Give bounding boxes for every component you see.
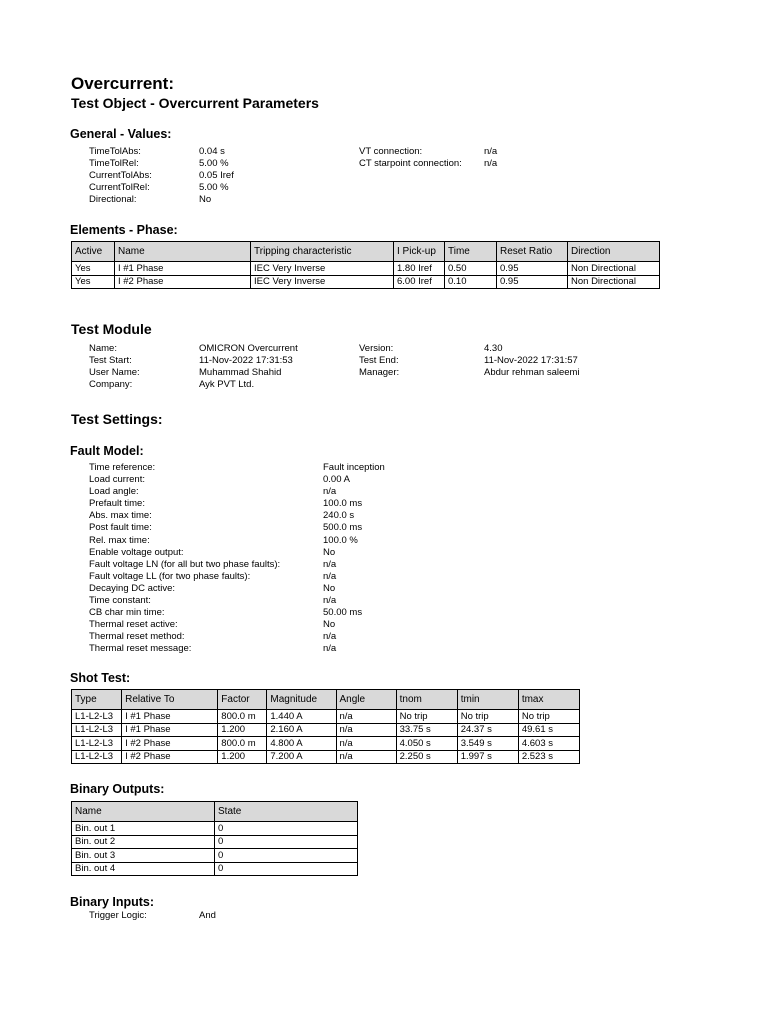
module-label: Version:	[359, 343, 394, 354]
fault-model-label: Fault voltage LN (for all but two phase faults):	[89, 558, 281, 570]
column-header: Relative To	[122, 690, 218, 710]
shot-test-table	[71, 689, 580, 764]
table-cell: I #1 Phase	[122, 710, 218, 724]
table-cell: n/a	[336, 750, 396, 764]
table-cell: 33.75 s	[396, 723, 457, 737]
table-cell: 2.523 s	[518, 750, 579, 764]
fault-model-value: n/a	[323, 486, 337, 498]
general-label: TimeTolAbs:	[89, 146, 141, 157]
table-header-row	[72, 242, 660, 262]
module-label: Test End:	[359, 355, 399, 367]
trigger-logic-label: Trigger Logic:	[89, 910, 147, 921]
table-cell: I #2 Phase	[115, 275, 251, 289]
module-value: 4.30	[484, 343, 503, 354]
table-row	[72, 835, 358, 849]
fault-model-label: Rel. max time:	[89, 534, 150, 546]
fault-model-value: n/a	[323, 631, 337, 643]
column-header: Active	[72, 242, 115, 262]
table-row	[72, 262, 660, 276]
fault-model-label: Prefault time:	[89, 498, 145, 510]
table-cell: 4.603 s	[518, 737, 579, 751]
fault-model-heading: Fault Model:	[70, 444, 144, 458]
binary-outputs-table	[71, 801, 358, 876]
module-value: 11-Nov-2022 17:31:57	[484, 355, 578, 367]
general-left-labels	[89, 146, 152, 206]
module-label: Name:	[89, 343, 117, 354]
trigger-logic-value: And	[199, 910, 216, 921]
test-module-right-values	[484, 343, 580, 379]
fault-model-label: Load current:	[89, 474, 145, 486]
test-module-left-labels	[89, 343, 140, 391]
column-header: Type	[72, 690, 122, 710]
column-header: tmin	[457, 690, 518, 710]
table-cell: IEC Very Inverse	[251, 262, 394, 276]
table-cell: 0.10	[445, 275, 497, 289]
table-cell: 1.440 A	[267, 710, 336, 724]
page-subtitle: Test Object - Overcurrent Parameters	[71, 95, 319, 111]
table-header-row	[72, 802, 358, 822]
fault-model-label: Time reference:	[89, 462, 156, 473]
table-cell: No trip	[396, 710, 457, 724]
table-cell: IEC Very Inverse	[251, 275, 394, 289]
general-label: CurrentTolAbs:	[89, 170, 152, 182]
shot-test-heading: Shot Test:	[70, 671, 131, 685]
column-header: Direction	[568, 242, 660, 262]
table-cell: I #2 Phase	[122, 750, 218, 764]
table-cell: L1-L2-L3	[72, 737, 122, 751]
column-header: Magnitude	[267, 690, 336, 710]
elements-phase-heading: Elements - Phase:	[70, 223, 178, 237]
fault-model-label: Time constant:	[89, 595, 151, 607]
general-value: 5.00 %	[199, 182, 229, 194]
column-header: Tripping characteristic	[251, 242, 394, 262]
fault-model-value: Fault inception	[323, 462, 385, 473]
fault-model-value: No	[323, 546, 336, 558]
fault-model-label: Fault voltage LL (for two phase faults):	[89, 570, 251, 582]
fault-model-label: Post fault time:	[89, 522, 152, 534]
fault-model-value: 0.00 A	[323, 474, 350, 486]
fault-model-value: 100.0 ms	[323, 498, 363, 510]
test-settings-heading: Test Settings:	[71, 411, 163, 427]
table-row	[72, 862, 358, 876]
table-row	[72, 822, 358, 836]
table-cell: 0	[215, 822, 358, 836]
fault-model-value: No	[323, 619, 336, 631]
fault-model-label: Load angle:	[89, 486, 139, 498]
fault-model-labels	[89, 462, 280, 656]
general-label: Directional:	[89, 194, 137, 206]
table-row	[72, 737, 580, 751]
column-header: Name	[72, 802, 215, 822]
module-value: Abdur rehman saleemi	[484, 367, 580, 379]
fault-model-label: Thermal reset method:	[89, 631, 185, 643]
general-value: 5.00 %	[199, 158, 229, 170]
table-cell: Bin. out 1	[72, 822, 215, 836]
fault-model-value: n/a	[323, 643, 337, 655]
column-header: Name	[115, 242, 251, 262]
table-row	[72, 750, 580, 764]
table-cell: Bin. out 4	[72, 862, 215, 876]
general-label: TimeTolRel:	[89, 158, 139, 170]
table-row	[72, 275, 660, 289]
fault-model-label: Enable voltage output:	[89, 546, 184, 558]
binary-inputs-heading: Binary Inputs:	[70, 895, 155, 909]
table-cell: 0.50	[445, 262, 497, 276]
test-module-heading: Test Module	[71, 321, 152, 337]
column-header: I Pick-up	[394, 242, 445, 262]
test-module-left-values	[199, 343, 298, 391]
fault-model-label: Abs. max time:	[89, 510, 152, 522]
general-value: 0.04 s	[199, 146, 225, 157]
table-cell: No trip	[457, 710, 518, 724]
general-value: n/a	[484, 158, 498, 170]
table-cell: I #1 Phase	[115, 262, 251, 276]
table-row	[72, 710, 580, 724]
fault-model-value: 500.0 ms	[323, 522, 363, 534]
table-cell: 800.0 m	[218, 737, 267, 751]
table-cell: 2.250 s	[396, 750, 457, 764]
table-cell: 0	[215, 849, 358, 863]
table-cell: L1-L2-L3	[72, 710, 122, 724]
test-module-right-labels	[359, 343, 399, 379]
fault-model-value: No	[323, 582, 336, 594]
module-label: User Name:	[89, 367, 140, 379]
general-label: CurrentTolRel:	[89, 182, 150, 194]
table-cell: I #1 Phase	[122, 723, 218, 737]
table-cell: No trip	[518, 710, 579, 724]
table-cell: n/a	[336, 710, 396, 724]
general-label: CT starpoint connection:	[359, 158, 462, 170]
table-cell: n/a	[336, 737, 396, 751]
fault-model-value: n/a	[323, 595, 337, 607]
column-header: Factor	[218, 690, 267, 710]
general-right-values	[484, 146, 497, 170]
table-cell: Bin. out 3	[72, 849, 215, 863]
table-cell: Bin. out 2	[72, 835, 215, 849]
table-cell: L1-L2-L3	[72, 750, 122, 764]
table-cell: 0	[215, 862, 358, 876]
elements-phase-table	[71, 241, 660, 289]
binary-outputs-heading: Binary Outputs:	[70, 782, 165, 796]
table-cell: 4.050 s	[396, 737, 457, 751]
fault-model-label: Thermal reset active:	[89, 619, 178, 631]
table-header-row	[72, 690, 580, 710]
general-values-heading: General - Values:	[70, 127, 172, 141]
module-value: Muhammad Shahid	[199, 367, 282, 379]
table-cell: L1-L2-L3	[72, 723, 122, 737]
table-cell: 49.61 s	[518, 723, 579, 737]
module-label: Manager:	[359, 367, 400, 379]
table-cell: 6.00 Iref	[394, 275, 445, 289]
column-header: State	[215, 802, 358, 822]
module-label: Test Start:	[89, 355, 132, 367]
table-cell: n/a	[336, 723, 396, 737]
table-row	[72, 849, 358, 863]
general-left-values	[199, 146, 234, 206]
page-title: Overcurrent:	[71, 74, 174, 93]
module-label: Company:	[89, 379, 133, 391]
module-value: Ayk PVT Ltd.	[199, 379, 255, 391]
general-value: 0.05 Iref	[199, 170, 234, 182]
table-cell: Non Directional	[568, 262, 660, 276]
module-value: OMICRON Overcurrent	[199, 343, 298, 354]
fault-model-values	[323, 462, 385, 656]
table-cell: 1.200	[218, 723, 267, 737]
table-cell: 7.200 A	[267, 750, 336, 764]
fault-model-value: n/a	[323, 558, 337, 570]
column-header: tmax	[518, 690, 579, 710]
table-cell: 1.200	[218, 750, 267, 764]
general-label: VT connection:	[359, 146, 423, 157]
column-header: Time	[445, 242, 497, 262]
fault-model-value: 50.00 ms	[323, 607, 363, 619]
table-cell: 1.997 s	[457, 750, 518, 764]
table-cell: 2.160 A	[267, 723, 336, 737]
table-cell: Non Directional	[568, 275, 660, 289]
column-header: Angle	[336, 690, 396, 710]
table-cell: 0.95	[497, 262, 568, 276]
fault-model-value: 240.0 s	[323, 510, 355, 522]
table-cell: 24.37 s	[457, 723, 518, 737]
column-header: tnom	[396, 690, 457, 710]
general-right-labels	[359, 146, 462, 170]
general-value: No	[199, 194, 212, 206]
table-cell: Yes	[72, 262, 115, 276]
general-value: n/a	[484, 146, 498, 157]
table-cell: 3.549 s	[457, 737, 518, 751]
fault-model-label: Decaying DC active:	[89, 582, 176, 594]
table-cell: I #2 Phase	[122, 737, 218, 751]
table-cell: 800.0 m	[218, 710, 267, 724]
table-cell: 0	[215, 835, 358, 849]
module-value: 11-Nov-2022 17:31:53	[199, 355, 293, 367]
fault-model-value: n/a	[323, 570, 337, 582]
column-header: Reset Ratio	[497, 242, 568, 262]
table-cell: Yes	[72, 275, 115, 289]
table-cell: 0.95	[497, 275, 568, 289]
fault-model-label: Thermal reset message:	[89, 643, 192, 655]
fault-model-label: CB char min time:	[89, 607, 165, 619]
fault-model-value: 100.0 %	[323, 534, 358, 546]
table-row	[72, 723, 580, 737]
table-cell: 1.80 Iref	[394, 262, 445, 276]
table-cell: 4.800 A	[267, 737, 336, 751]
